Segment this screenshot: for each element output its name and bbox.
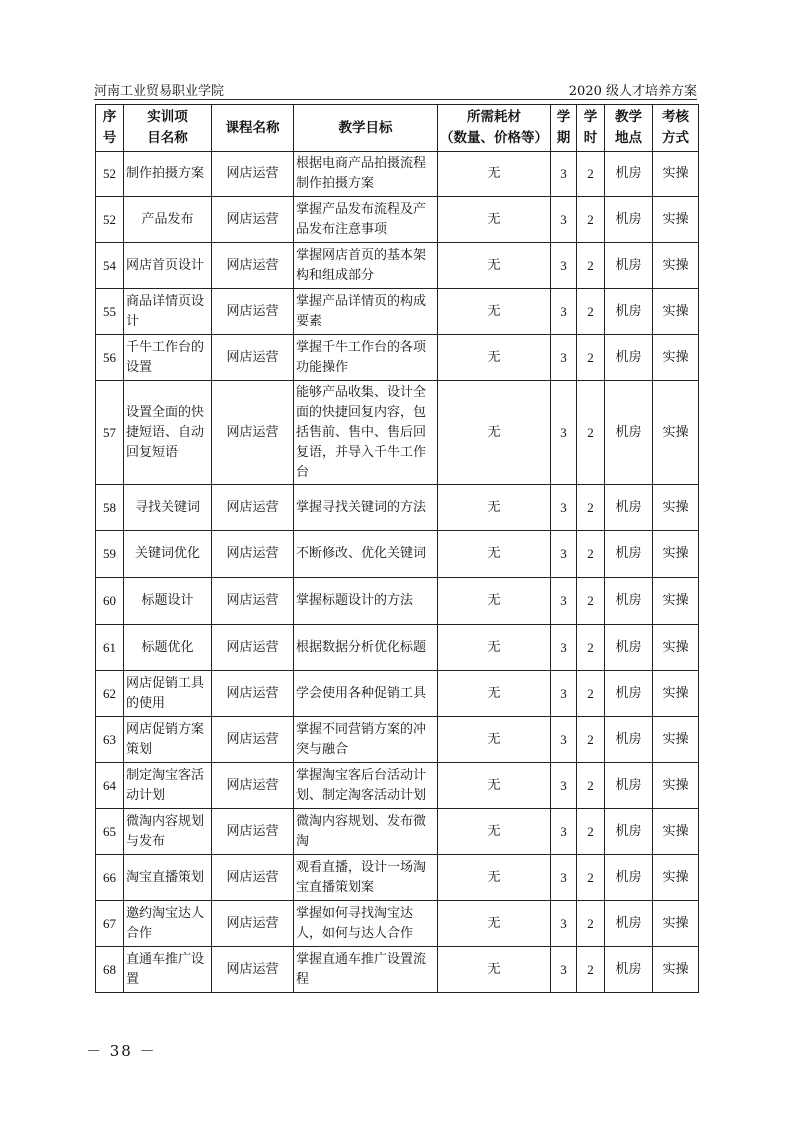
cell-goal: 掌握产品发布流程及产品发布注意事项 xyxy=(294,197,438,243)
cell-assess: 实操 xyxy=(653,809,699,855)
cell-no: 61 xyxy=(96,625,124,671)
table-row xyxy=(96,671,699,717)
cell-no: 52 xyxy=(96,152,124,197)
cell-course: 网店运营 xyxy=(212,485,294,531)
cell-assess: 实操 xyxy=(653,485,699,531)
page-number: － 38 － xyxy=(86,1042,157,1060)
cell-hours: 2 xyxy=(577,197,605,243)
cell-material: 无 xyxy=(438,855,551,901)
cell-material: 无 xyxy=(438,381,551,485)
cell-course: 网店运营 xyxy=(212,197,294,243)
column-header-line: 实训项 xyxy=(147,109,188,125)
column-header-line: 号 xyxy=(102,130,117,146)
cell-project: 直通车推广设置 xyxy=(124,947,212,993)
header-divider xyxy=(94,99,697,100)
cell-project: 网店首页设计 xyxy=(124,243,212,289)
cell-course: 网店运营 xyxy=(212,289,294,335)
column-header-line: 学 xyxy=(583,109,598,125)
cell-project: 网店促销方案策划 xyxy=(124,717,212,763)
column-header-goal xyxy=(294,105,438,152)
cell-no: 67 xyxy=(96,901,124,947)
column-header-line: 地点 xyxy=(615,130,642,146)
cell-material: 无 xyxy=(438,152,551,197)
cell-course: 网店运营 xyxy=(212,578,294,625)
cell-material: 无 xyxy=(438,717,551,763)
cell-no: 68 xyxy=(96,947,124,993)
cell-place: 机房 xyxy=(605,335,653,381)
cell-hours: 2 xyxy=(577,578,605,625)
cell-project: 标题优化 xyxy=(124,625,212,671)
cell-course: 网店运营 xyxy=(212,763,294,809)
cell-hours: 2 xyxy=(577,809,605,855)
cell-material: 无 xyxy=(438,763,551,809)
cell-place: 机房 xyxy=(605,485,653,531)
cell-hours: 2 xyxy=(577,335,605,381)
cell-project: 商品详情页设计 xyxy=(124,289,212,335)
cell-hours: 2 xyxy=(577,243,605,289)
cell-course: 网店运营 xyxy=(212,809,294,855)
cell-place: 机房 xyxy=(605,243,653,289)
table-row xyxy=(96,855,699,901)
cell-goal: 微淘内容规划、发布微淘 xyxy=(294,809,438,855)
cell-hours: 2 xyxy=(577,763,605,809)
cell-project: 设置全面的快捷短语、自动回复短语 xyxy=(124,381,212,485)
column-header-line: 考核 xyxy=(662,109,689,125)
column-header-material xyxy=(438,105,551,152)
column-header-course xyxy=(212,105,294,152)
cell-hours: 2 xyxy=(577,901,605,947)
training-projects-table xyxy=(95,104,699,993)
table-row xyxy=(96,717,699,763)
table-header-row xyxy=(96,105,699,152)
cell-material: 无 xyxy=(438,243,551,289)
cell-term: 3 xyxy=(551,152,577,197)
cell-course: 网店运营 xyxy=(212,381,294,485)
cell-place: 机房 xyxy=(605,855,653,901)
cell-place: 机房 xyxy=(605,671,653,717)
table-row xyxy=(96,243,699,289)
cell-goal: 根据电商产品拍摄流程制作拍摄方案 xyxy=(294,152,438,197)
cell-material: 无 xyxy=(438,901,551,947)
cell-goal: 根据数据分析优化标题 xyxy=(294,625,438,671)
cell-hours: 2 xyxy=(577,717,605,763)
column-header-no xyxy=(96,105,124,152)
table-row xyxy=(96,578,699,625)
column-header-hours xyxy=(577,105,605,152)
cell-assess: 实操 xyxy=(653,289,699,335)
cell-project: 淘宝直播策划 xyxy=(124,855,212,901)
column-header-place xyxy=(605,105,653,152)
cell-assess: 实操 xyxy=(653,197,699,243)
table-row xyxy=(96,625,699,671)
cell-assess: 实操 xyxy=(653,717,699,763)
cell-hours: 2 xyxy=(577,485,605,531)
cell-hours: 2 xyxy=(577,671,605,717)
column-header-line: 教学 xyxy=(615,109,642,125)
cell-hours: 2 xyxy=(577,855,605,901)
cell-assess: 实操 xyxy=(653,531,699,578)
cell-course: 网店运营 xyxy=(212,671,294,717)
column-header-line: （数量、价格等） xyxy=(440,130,548,146)
table-row xyxy=(96,289,699,335)
cell-material: 无 xyxy=(438,531,551,578)
cell-assess: 实操 xyxy=(653,243,699,289)
column-header-line: 期 xyxy=(556,130,571,146)
cell-term: 3 xyxy=(551,671,577,717)
cell-no: 62 xyxy=(96,671,124,717)
column-header-line: 教学目标 xyxy=(338,119,393,136)
cell-assess: 实操 xyxy=(653,381,699,485)
cell-no: 52 xyxy=(96,197,124,243)
cell-project: 制定淘宝客活动计划 xyxy=(124,763,212,809)
cell-material: 无 xyxy=(438,578,551,625)
cell-place: 机房 xyxy=(605,947,653,993)
cell-term: 3 xyxy=(551,809,577,855)
cell-course: 网店运营 xyxy=(212,625,294,671)
cell-term: 3 xyxy=(551,855,577,901)
cell-term: 3 xyxy=(551,197,577,243)
column-header-line: 序 xyxy=(102,109,117,125)
cell-term: 3 xyxy=(551,625,577,671)
cell-material: 无 xyxy=(438,335,551,381)
table-row xyxy=(96,381,699,485)
cell-project: 标题设计 xyxy=(124,578,212,625)
table-row xyxy=(96,152,699,197)
cell-place: 机房 xyxy=(605,809,653,855)
column-header-project xyxy=(124,105,212,152)
cell-term: 3 xyxy=(551,901,577,947)
table-row xyxy=(96,809,699,855)
cell-project: 产品发布 xyxy=(124,197,212,243)
cell-no: 57 xyxy=(96,381,124,485)
cell-hours: 2 xyxy=(577,152,605,197)
cell-place: 机房 xyxy=(605,901,653,947)
cell-course: 网店运营 xyxy=(212,335,294,381)
cell-course: 网店运营 xyxy=(212,152,294,197)
cell-course: 网店运营 xyxy=(212,717,294,763)
cell-no: 59 xyxy=(96,531,124,578)
column-header-line: 方式 xyxy=(662,130,689,146)
cell-assess: 实操 xyxy=(653,901,699,947)
column-header-line: 学 xyxy=(556,109,571,125)
cell-no: 64 xyxy=(96,763,124,809)
table-row xyxy=(96,485,699,531)
cell-assess: 实操 xyxy=(653,671,699,717)
cell-material: 无 xyxy=(438,485,551,531)
cell-assess: 实操 xyxy=(653,152,699,197)
cell-course: 网店运营 xyxy=(212,243,294,289)
cell-goal: 掌握淘宝客后台活动计划、制定淘客活动计划 xyxy=(294,763,438,809)
cell-project: 寻找关键词 xyxy=(124,485,212,531)
cell-place: 机房 xyxy=(605,381,653,485)
cell-goal: 掌握网店首页的基本架构和组成部分 xyxy=(294,243,438,289)
cell-material: 无 xyxy=(438,625,551,671)
column-header-line: 所需耗材 xyxy=(467,109,521,125)
column-header-line: 时 xyxy=(583,130,598,146)
cell-no: 58 xyxy=(96,485,124,531)
cell-no: 65 xyxy=(96,809,124,855)
cell-goal: 学会使用各种促销工具 xyxy=(294,671,438,717)
cell-place: 机房 xyxy=(605,763,653,809)
cell-goal: 掌握标题设计的方法 xyxy=(294,578,438,625)
column-header-term xyxy=(551,105,577,152)
cell-term: 3 xyxy=(551,243,577,289)
cell-place: 机房 xyxy=(605,625,653,671)
cell-assess: 实操 xyxy=(653,855,699,901)
cell-no: 63 xyxy=(96,717,124,763)
cell-no: 66 xyxy=(96,855,124,901)
cell-term: 3 xyxy=(551,947,577,993)
table-row xyxy=(96,197,699,243)
cell-term: 3 xyxy=(551,485,577,531)
cell-assess: 实操 xyxy=(653,763,699,809)
cell-assess: 实操 xyxy=(653,578,699,625)
cell-term: 3 xyxy=(551,381,577,485)
cell-place: 机房 xyxy=(605,289,653,335)
table-row xyxy=(96,335,699,381)
cell-place: 机房 xyxy=(605,578,653,625)
header-document-title: 2020 级人才培养方案 xyxy=(568,84,697,99)
cell-assess: 实操 xyxy=(653,335,699,381)
cell-goal: 掌握千牛工作台的各项功能操作 xyxy=(294,335,438,381)
cell-term: 3 xyxy=(551,335,577,381)
cell-material: 无 xyxy=(438,809,551,855)
cell-place: 机房 xyxy=(605,197,653,243)
cell-no: 54 xyxy=(96,243,124,289)
cell-goal: 掌握不同营销方案的冲突与融合 xyxy=(294,717,438,763)
cell-hours: 2 xyxy=(577,381,605,485)
table-row xyxy=(96,947,699,993)
cell-place: 机房 xyxy=(605,152,653,197)
cell-term: 3 xyxy=(551,578,577,625)
cell-no: 56 xyxy=(96,335,124,381)
cell-term: 3 xyxy=(551,717,577,763)
cell-term: 3 xyxy=(551,531,577,578)
table-row xyxy=(96,763,699,809)
cell-course: 网店运营 xyxy=(212,531,294,578)
cell-goal: 能够产品收集、设计全面的快捷回复内容，包括售前、售中、售后回复语，并导入千牛工作台 xyxy=(294,381,438,485)
cell-material: 无 xyxy=(438,947,551,993)
cell-material: 无 xyxy=(438,289,551,335)
cell-no: 60 xyxy=(96,578,124,625)
cell-project: 关键词优化 xyxy=(124,531,212,578)
column-header-assess xyxy=(653,105,699,152)
cell-assess: 实操 xyxy=(653,947,699,993)
cell-course: 网店运营 xyxy=(212,947,294,993)
table-row xyxy=(96,901,699,947)
cell-hours: 2 xyxy=(577,947,605,993)
cell-goal: 掌握如何寻找淘宝达人，如何与达人合作 xyxy=(294,901,438,947)
cell-project: 制作拍摄方案 xyxy=(124,152,212,197)
column-header-line: 课程名称 xyxy=(225,119,280,136)
cell-place: 机房 xyxy=(605,717,653,763)
cell-course: 网店运营 xyxy=(212,855,294,901)
cell-hours: 2 xyxy=(577,531,605,578)
cell-project: 网店促销工具的使用 xyxy=(124,671,212,717)
cell-goal: 掌握寻找关键词的方法 xyxy=(294,485,438,531)
header-school-name: 河南工业贸易职业学院 xyxy=(94,84,225,99)
cell-term: 3 xyxy=(551,289,577,335)
cell-term: 3 xyxy=(551,763,577,809)
table-body xyxy=(96,152,699,993)
cell-goal: 掌握直通车推广设置流程 xyxy=(294,947,438,993)
cell-assess: 实操 xyxy=(653,625,699,671)
cell-course: 网店运营 xyxy=(212,901,294,947)
cell-material: 无 xyxy=(438,197,551,243)
cell-hours: 2 xyxy=(577,289,605,335)
cell-project: 微淘内容规划与发布 xyxy=(124,809,212,855)
cell-no: 55 xyxy=(96,289,124,335)
cell-project: 千牛工作台的设置 xyxy=(124,335,212,381)
cell-goal: 不断修改、优化关键词 xyxy=(294,531,438,578)
cell-hours: 2 xyxy=(577,625,605,671)
table-row xyxy=(96,531,699,578)
column-header-line: 目名称 xyxy=(147,130,188,146)
cell-material: 无 xyxy=(438,671,551,717)
cell-project: 邀约淘宝达人合作 xyxy=(124,901,212,947)
cell-goal: 观看直播，设计一场淘宝直播策划案 xyxy=(294,855,438,901)
cell-goal: 掌握产品详情页的构成要素 xyxy=(294,289,438,335)
cell-place: 机房 xyxy=(605,531,653,578)
